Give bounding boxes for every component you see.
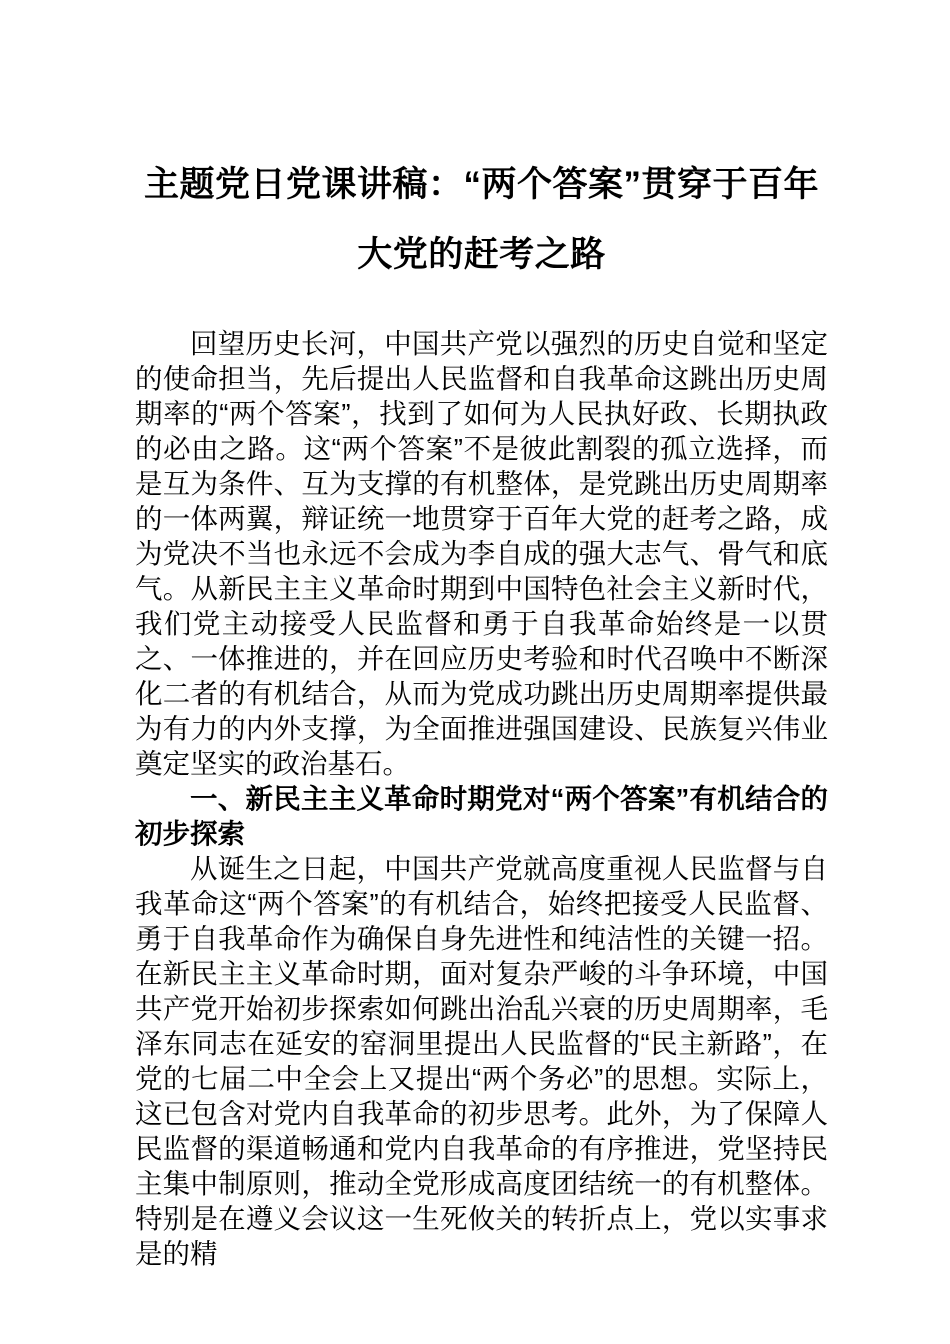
paragraph-intro: 回望历史长河，中国共产党以强烈的历史自觉和坚定的使命担当，先后提出人民监督和自我革命这跳出历史周期率的“两个答案”，找到了如何为人民执好政、长期执政的必由之路。这“两个答案”不是彼此割裂的孤立选择，而是互为条件、互为支撑的有机整体，是党跳出历史周期率的一体两翼，辩证统一地贯穿于百年大党的赶考之路，成为党决不当也永远不会成为李自成的强大志气、骨气和底气。从新民主主义革命时期到中国特色社会主义新时代，我们党主动接受人民监督和勇于自我革命始终是一以贯之、一体推进的，并在回应历史考验和时代召唤中不断深化二者的有机结合，从而为党成功跳出历史周期率提供最为有力的内外支撑，为全面推进强国建设、民族复兴伟业奠定坚实的政治基石。 — [135, 328, 828, 779]
document-title-line-2: 大党的赶考之路 — [357, 235, 606, 274]
document-title-line-1: 主题党日党课讲稿：“两个答案”贯穿于百年 — [143, 165, 819, 204]
document-body — [135, 326, 828, 1271]
section-heading-1: 一、新民主主义革命时期党对“两个答案”有机结合的初步探索 — [135, 783, 828, 849]
document-title — [135, 150, 828, 290]
paragraph-section-1: 从诞生之日起，中国共产党就高度重视人民监督与自我革命这“两个答案”的有机结合，始终把接受人民监督、勇于自我革命作为确保自身先进性和纯洁性的关键一招。在新民主主义革命时期，面对复杂严峻的斗争环境，中国共产党开始初步探索如何跳出治乱兴衰的历史周期率，毛泽东同志在延安的窑洞里提出人民监督的“民主新路”，在党的七届二中全会上又提出“两个务必”的思想。实际上，这已包含对党内自我革命的初步思考。此外，为了保障人民监督的渠道畅通和党内自我革命的有序推进，党坚持民主集中制原则，推动全党形成高度团结统一的有机整体。特别是在遵义会议这一生死攸关的转折点上，党以实事求是的精 — [135, 853, 828, 1269]
